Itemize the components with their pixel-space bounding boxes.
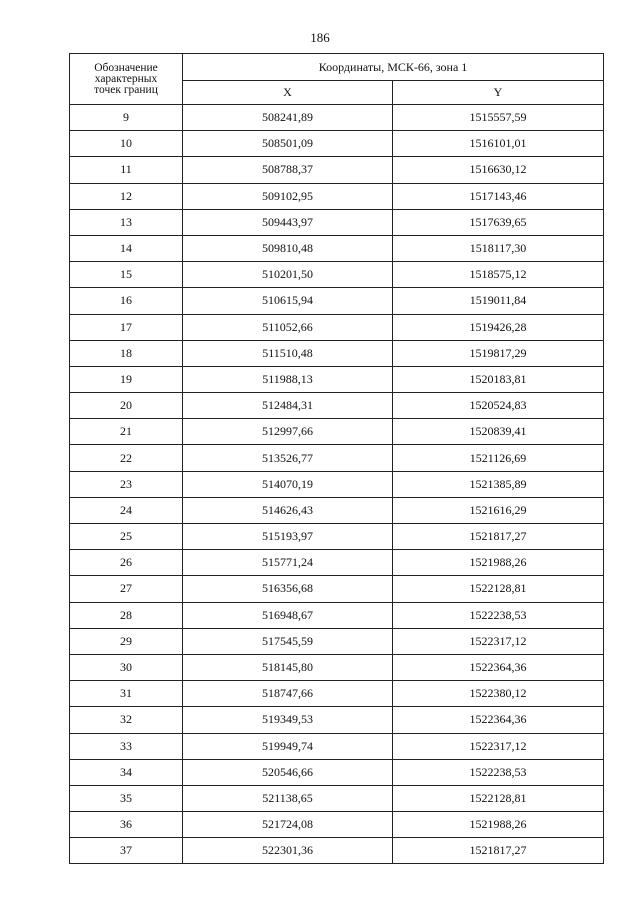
table-row [70,366,604,392]
x-cell: 519349,53 [183,707,393,733]
table-row [70,576,604,602]
point-cell: 25 [70,524,183,550]
point-cell: 15 [70,262,183,288]
table-row [70,262,604,288]
point-cell: 31 [70,681,183,707]
x-cell: 514070,19 [183,471,393,497]
y-cell: 1522238,53 [393,759,604,785]
y-cell: 1521385,89 [393,471,604,497]
point-cell: 22 [70,445,183,471]
table-row [70,759,604,785]
point-cell: 18 [70,340,183,366]
y-cell: 1522128,81 [393,785,604,811]
x-cell: 519949,74 [183,733,393,759]
x-cell: 508501,09 [183,131,393,157]
x-cell: 515771,24 [183,550,393,576]
point-column-header [70,54,183,105]
y-cell: 1521817,27 [393,524,604,550]
table-row [70,209,604,235]
x-cell: 511988,13 [183,366,393,392]
point-cell: 13 [70,209,183,235]
y-cell: 1520524,83 [393,393,604,419]
point-cell: 11 [70,157,183,183]
x-cell: 509443,97 [183,209,393,235]
page-number: 186 [310,30,330,45]
x-cell: 509102,95 [183,183,393,209]
point-header-line-1: Обозначение [94,61,158,74]
y-cell: 1522364,36 [393,654,604,680]
y-cell: 1517639,65 [393,209,604,235]
y-cell: 1521817,27 [393,838,604,864]
x-cell: 512997,66 [183,419,393,445]
x-cell: 516356,68 [183,576,393,602]
point-cell: 28 [70,602,183,628]
table-row [70,524,604,550]
y-cell: 1522317,12 [393,628,604,654]
y-cell: 1519426,28 [393,314,604,340]
table-row [70,288,604,314]
point-cell: 35 [70,785,183,811]
y-cell: 1522364,36 [393,707,604,733]
y-cell: 1521988,26 [393,550,604,576]
table-row [70,419,604,445]
table-row [70,733,604,759]
y-cell: 1518117,30 [393,235,604,261]
table-row [70,602,604,628]
table-row [70,445,604,471]
y-cell: 1521988,26 [393,812,604,838]
y-cell: 1521126,69 [393,445,604,471]
x-cell: 511510,48 [183,340,393,366]
x-cell: 518145,80 [183,654,393,680]
point-cell: 14 [70,235,183,261]
x-cell: 515193,97 [183,524,393,550]
x-cell: 508241,89 [183,105,393,131]
table-row [70,785,604,811]
table-row [70,838,604,864]
x-cell: 518747,66 [183,681,393,707]
table-row [70,157,604,183]
point-cell: 37 [70,838,183,864]
table-row [70,707,604,733]
y-cell: 1522238,53 [393,602,604,628]
y-cell: 1516101,01 [393,131,604,157]
table-row [70,812,604,838]
table-row [70,654,604,680]
table-row [70,105,604,131]
x-cell: 513526,77 [183,445,393,471]
x-cell: 514626,43 [183,497,393,523]
point-cell: 10 [70,131,183,157]
y-cell: 1522128,81 [393,576,604,602]
point-cell: 9 [70,105,183,131]
point-header-line-2: характерных [94,72,158,85]
point-header-line-3: точек границ [94,83,158,96]
y-cell: 1520183,81 [393,366,604,392]
x-cell: 512484,31 [183,393,393,419]
point-cell: 33 [70,733,183,759]
point-cell: 20 [70,393,183,419]
coords-group-header: Координаты, МСК-66, зона 1 [183,54,604,81]
table-row [70,681,604,707]
x-cell: 509810,48 [183,235,393,261]
point-cell: 36 [70,812,183,838]
table-row [70,235,604,261]
y-cell: 1516630,12 [393,157,604,183]
table-body [70,105,604,864]
table-row [70,628,604,654]
y-cell: 1522317,12 [393,733,604,759]
table-row [70,550,604,576]
y-cell: 1519011,84 [393,288,604,314]
point-cell: 19 [70,366,183,392]
x-cell: 510615,94 [183,288,393,314]
point-cell: 17 [70,314,183,340]
y-cell: 1522380,12 [393,681,604,707]
header-row-1 [70,54,604,81]
point-cell: 30 [70,654,183,680]
x-cell: 511052,66 [183,314,393,340]
x-cell: 508788,37 [183,157,393,183]
table-row [70,497,604,523]
table-row [70,393,604,419]
y-cell: 1518575,12 [393,262,604,288]
table-row [70,314,604,340]
y-cell: 1519817,29 [393,340,604,366]
x-cell: 516948,67 [183,602,393,628]
point-cell: 24 [70,497,183,523]
table-header [70,54,604,105]
table-row [70,340,604,366]
point-cell: 21 [70,419,183,445]
point-cell: 34 [70,759,183,785]
x-cell: 510201,50 [183,262,393,288]
table-row [70,183,604,209]
table-row [70,131,604,157]
point-cell: 27 [70,576,183,602]
x-cell: 521724,08 [183,812,393,838]
x-cell: 517545,59 [183,628,393,654]
point-cell: 23 [70,471,183,497]
point-cell: 12 [70,183,183,209]
point-cell: 29 [70,628,183,654]
point-cell: 32 [70,707,183,733]
x-cell: 522301,36 [183,838,393,864]
point-cell: 26 [70,550,183,576]
y-column-header: Y [393,81,604,105]
x-cell: 521138,65 [183,785,393,811]
y-cell: 1517143,46 [393,183,604,209]
coordinates-table [69,53,604,864]
y-cell: 1521616,29 [393,497,604,523]
y-cell: 1520839,41 [393,419,604,445]
table-row [70,471,604,497]
x-cell: 520546,66 [183,759,393,785]
x-column-header: X [183,81,393,105]
y-cell: 1515557,59 [393,105,604,131]
point-cell: 16 [70,288,183,314]
